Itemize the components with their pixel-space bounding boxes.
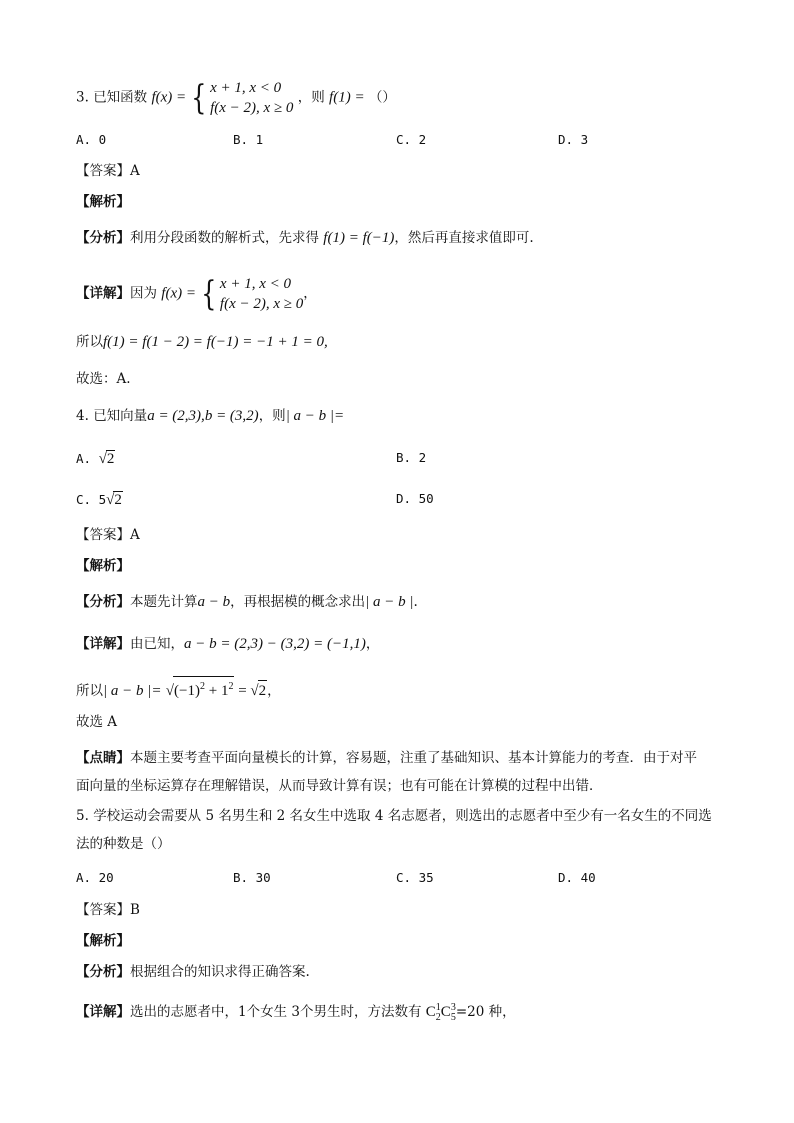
q3-xiangjie-func: f(x) =	[161, 285, 196, 302]
q4-so-formula: $√(-1)^2 + 1^2 = √2$	[166, 683, 267, 699]
q3-xiangjie	[76, 274, 317, 314]
q3-stem-pre: 已知函数	[93, 89, 148, 106]
q3-fenxi-post: ，然后再直接求值即可.	[394, 230, 534, 246]
q3-xiangjie-cases	[220, 274, 303, 314]
q4-dianjing-tag: 【点睛】	[76, 750, 130, 766]
q5-xiangjie-tag: 【详解】	[76, 1004, 130, 1020]
q5-answer: 【答案】B	[76, 902, 140, 918]
q4-option-a-label: A.	[76, 451, 92, 466]
q4-number: 4.	[76, 408, 89, 424]
q4-stem-pre: 已知向量	[93, 408, 148, 424]
q3-case2: f(x − 2), x ≥ 0	[210, 100, 294, 116]
q4-option-c-label: C. 5	[76, 492, 107, 507]
q4-fenxi-math2: | a − b |	[365, 594, 414, 610]
q4-vec-a: a = (2,3),	[147, 408, 205, 424]
brace-symbol: {	[201, 274, 217, 314]
q4-fenxi-post: .	[413, 594, 418, 610]
q3-fenxi	[76, 228, 534, 248]
q3-fenxi-tag: 【分析】	[76, 230, 130, 246]
q4-vec-b: b = (3,2)	[204, 408, 259, 424]
q3-xiangjie-pre: 因为	[130, 285, 157, 302]
q4-xiangjie-math: a − b = (2,3) − (3,2) = (−1,1)	[184, 636, 366, 652]
q4-fenxi-math1: a − b	[197, 594, 231, 610]
q4-dianjing-2: 面向量的坐标运算存在理解错误，从而导致计算有误；也有可能在计算模的过程中出错．	[76, 778, 603, 794]
q3-stem-post: ，则	[297, 89, 325, 106]
q5-number: 5.	[76, 808, 89, 824]
q3-xiangjie-case1: x + 1, x < 0	[219, 276, 291, 292]
q4-option-b: B. 2	[396, 450, 427, 465]
q5-fenxi	[76, 962, 310, 982]
q3-number: 3.	[76, 89, 89, 106]
q4-fenxi-mid: ，再根据模的概念求出	[230, 594, 366, 610]
q4-dianjing-1	[76, 748, 697, 768]
q4-fenxi-pre: 本题先计算	[130, 594, 198, 610]
q5-combination: $C^1_2C^3_5$	[425, 1002, 456, 1023]
q3-conclusion: 故选：A.	[76, 371, 131, 387]
q3-so-line	[76, 332, 328, 352]
q4-ask: | a − b |=	[285, 408, 345, 424]
q3-fenxi-math: f(1) = f(−1)	[323, 230, 395, 246]
brace-symbol: {	[191, 78, 207, 118]
q3-option-c: C. 2	[396, 132, 427, 147]
q3-so-pre: 所以	[76, 334, 103, 350]
q4-so-post: ，	[267, 683, 281, 699]
q4-conclusion: 故选 A	[76, 714, 118, 730]
q3-analysis: 【解析】	[76, 194, 130, 210]
q5-xiangjie-pre: 选出的志愿者中，1个女生 3个男生时，方法数有	[130, 1004, 422, 1020]
q4-option-c	[76, 491, 123, 509]
q4-option-a-root: 2	[106, 451, 115, 467]
q5-option-b: B. 30	[233, 870, 271, 885]
q5-stem-2: 法的种数是（）	[76, 836, 171, 852]
q5-option-c: C. 35	[396, 870, 434, 885]
q4-option-c-root: 2	[114, 492, 122, 508]
q3-fenxi-pre: 利用分段函数的解析式，先求得	[130, 230, 319, 246]
q3-xiangjie-tag: 【详解】	[76, 285, 130, 302]
q5-xiangjie-post: =20 种，	[455, 1004, 516, 1020]
q3-piecewise	[190, 78, 293, 118]
q4-so-math: | a − b |=	[103, 683, 162, 699]
q5-stem-1	[76, 806, 712, 826]
q3-cases	[210, 78, 293, 118]
q3-stem	[76, 78, 396, 118]
q4-dianjing-text1: 本题主要考查平面向量模长的计算，容易题，注重了基础知识、基本计算能力的考查．由于对平	[130, 750, 697, 766]
q4-xiangjie-post: ，	[365, 636, 380, 652]
q4-answer: 【答案】A	[76, 527, 140, 543]
q4-stem	[76, 406, 344, 426]
q5-option-d: D. 40	[558, 870, 596, 885]
q4-analysis: 【解析】	[76, 558, 130, 574]
sqrt-symbol: √	[98, 451, 107, 467]
q4-stem-post: ，则	[258, 408, 286, 424]
q4-option-a	[76, 450, 115, 468]
q3-paren: （）	[368, 89, 396, 106]
q3-option-a: A. 0	[76, 132, 107, 147]
q5-fenxi-tag: 【分析】	[76, 964, 130, 980]
q5-fenxi-text: 根据组合的知识求得正确答案.	[130, 964, 310, 980]
q3-option-d: D. 3	[558, 132, 589, 147]
q3-case1: x + 1, x < 0	[210, 80, 282, 96]
q3-func: f(x) =	[151, 89, 187, 106]
q4-xiangjie-pre: 由已知，	[130, 636, 184, 652]
q4-fenxi-tag: 【分析】	[76, 594, 130, 610]
q5-option-a: A. 20	[76, 870, 114, 885]
q3-xiangjie-case2: f(x − 2), x ≥ 0	[219, 296, 304, 312]
q3-xiangjie-post: ，	[303, 285, 317, 302]
q3-xiangjie-piecewise	[200, 274, 303, 314]
q3-option-b: B. 1	[233, 132, 264, 147]
q5-xiangjie	[76, 998, 516, 1028]
sqrt-symbol: √	[106, 492, 115, 508]
q4-fenxi	[76, 592, 418, 612]
q3-answer: 【答案】A	[76, 163, 140, 179]
q5-analysis: 【解析】	[76, 933, 130, 949]
q3-ask: f(1) =	[329, 89, 365, 106]
q4-xiangjie-tag: 【详解】	[76, 636, 130, 652]
q4-so-line	[76, 676, 281, 701]
q4-so-pre: 所以	[76, 683, 103, 699]
q4-xiangjie	[76, 634, 379, 654]
q5-stem-text1: 学校运动会需要从 5 名男生和 2 名女生中选取 4 名志愿者，则选出的志愿者中至少有一名女生的不同选	[93, 808, 712, 824]
q4-option-d: D. 50	[396, 491, 434, 506]
q3-so-math: f(1) = f(1 − 2) = f(−1) = −1 + 1 = 0,	[103, 334, 328, 350]
